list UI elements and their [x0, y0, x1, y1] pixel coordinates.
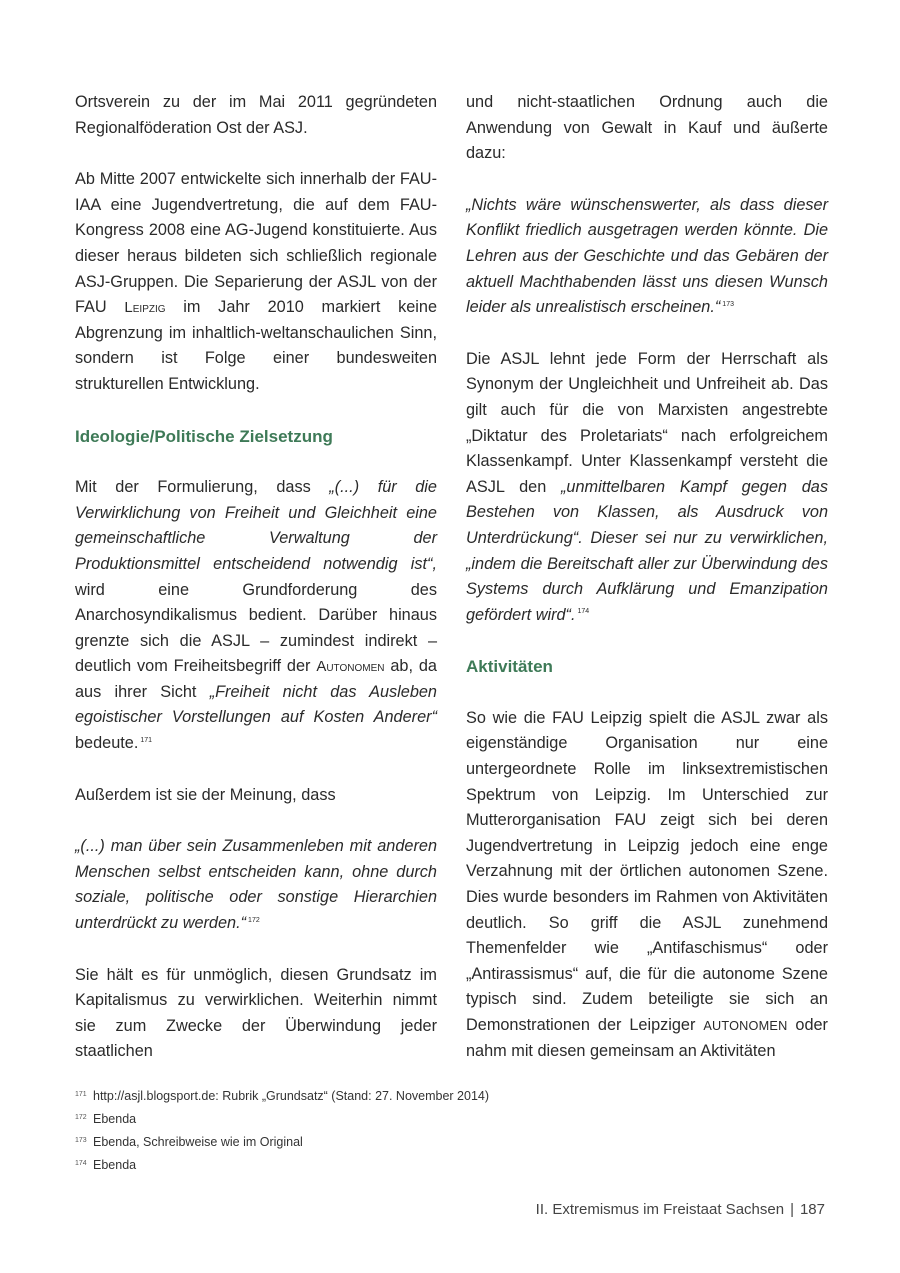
quote: „Nichts wäre wünschenswerter, als dass dieser Konflikt friedlich ausgetragen werden könnte. Die Lehren aus der Geschichte und das Gebären der aktuell Machthabenden lässt uns diesen Wunsch leider als unrealistisch erscheinen.“ — [466, 195, 828, 317]
paragraph: Sie hält es für unmöglich, diesen Grundsatz im Kapitalismus zu verwirklichen. Weiterhin nimmt sie zum Zwecke der Überwindung jeder staatlichen — [75, 965, 437, 1061]
footnote-number: 173 — [75, 1137, 87, 1144]
chapter-title: II. Extremismus im Freistaat Sachsen — [535, 1201, 785, 1218]
text: markiert keine Abgrenzung im inhaltlich-weltanschaulichen Sinn, sondern ist Folge einer bundesweiten strukturellen Entwicklung. — [75, 298, 437, 393]
footnote — [75, 1132, 835, 1155]
paragraph — [75, 475, 437, 757]
footnotes — [75, 1086, 835, 1178]
paragraph — [466, 193, 828, 321]
page-number: 187 — [799, 1201, 825, 1218]
page-footer — [536, 1197, 825, 1223]
footnote — [75, 1155, 835, 1178]
text: ab, da aus ihrer Sicht — [75, 657, 437, 701]
quote: „(...) man über sein Zusammenleben mit anderen Menschen selbst entscheiden kann, ohne durch soziale, politische oder sonstige Hierarchien unterdrückt zu werden.“ — [75, 837, 437, 933]
quote: „Freiheit nicht das Ausleben egoistischer Vorstellungen auf Kosten Anderer“ — [75, 682, 437, 727]
footnote-ref[interactable]: 173 — [722, 300, 734, 308]
text: die ASJL – zumindest indirekt – deutlich vom — [75, 631, 437, 676]
section-heading: Aktivitäten — [466, 657, 553, 677]
footnote-number: 174 — [75, 1160, 87, 1167]
quote: „(...) für die Verwirklichung von Freiheit und Gleichheit eine gemeinschaftliche Verwaltung der Produktionsmittel entscheidend notwendig ist“, — [75, 478, 437, 573]
footnote-text: Ebenda, Schreibweise wie im Original — [93, 1135, 303, 1149]
footnote-number: 172 — [75, 1114, 87, 1121]
text: wird eine Grundforderung des Anarchosyndikalismus bedient. Darüber hinaus grenzte sich — [75, 580, 437, 650]
footnote — [75, 1109, 835, 1132]
term: AUTONOMEN — [703, 1018, 788, 1033]
footer-separator: | — [790, 1201, 794, 1218]
paragraph: Ortsverein zu der im Mai 2011 gegründeten Regionalföderation Ost der ASJ. — [75, 93, 437, 137]
footnote-number: 171 — [75, 1091, 87, 1098]
text: Ab Mitte 2007 entwickelte sich innerhalb der FAU-IAA eine Jugendvertretung, die auf dem FAU-Kongress 2008 eine AG-Jugend konstituierte. Aus dieser heraus bildeten sich schließlich regionale ASJ-Gruppen. Die Separierung der ASJL von der FAU — [75, 170, 437, 317]
footnote-ref[interactable]: 174 — [577, 608, 590, 616]
paragraph — [75, 834, 437, 936]
right-column — [466, 90, 828, 1090]
paragraph — [75, 167, 437, 397]
text: im Jahr 2010 — [165, 298, 304, 317]
text: bedeute. — [75, 734, 139, 753]
text: So wie die FAU Leipzig spielt die ASJL zwar als eigenständige Organisation nur eine untergeordnete Rolle im linksextremistischen Spektrum von Leipzig. Im Unterschied zur Mutterorganisation FAU zeigt sich bei deren Jugendvertretung in Leipzig jedoch eine enge Verzahnung mit der örtlichen autonomen Szene. Dies wurde besonders im Rahmen von Aktivitäten deutlich. So griff die ASJL zunehmend Themenfelder wie „Antifaschismus“ oder „Antirassismus“ auf, die für die autonome Szene typisch sind. Zudem beteiligte sie sich an Demonstrationen der Leipziger — [466, 708, 828, 1034]
text: Mit der Formulierung, dass — [75, 478, 330, 497]
footnote — [75, 1086, 835, 1109]
section-heading: Ideologie/Politische Zielsetzung — [75, 426, 333, 446]
text: oder nahm mit diesen gemeinsam an Aktivitäten — [466, 1016, 828, 1060]
text: Die ASJL lehnt jede Form der Herrschaft als Synonym der Ungleichheit und Unfreiheit ab. Das gilt auch für die von Marxisten angestrebte „Diktatur des Proletariats“ nach erfolgreichem Klassenkampf. Unter Klassenkampf versteht die ASJL den — [466, 349, 828, 496]
paragraph: und nicht-staatlichen Ordnung auch die Anwendung von Gewalt in Kauf und äußerte dazu: — [466, 93, 828, 163]
term: Autonomen — [316, 658, 385, 676]
paragraph — [466, 706, 828, 1064]
footnote-ref[interactable]: 172 — [248, 916, 260, 924]
footnote-text: Ebenda — [93, 1158, 137, 1172]
paragraph — [466, 347, 828, 629]
text: Freiheitsbegriff der — [167, 657, 317, 676]
org-name: Leipzig — [124, 299, 166, 317]
footnote-text: Ebenda — [93, 1112, 137, 1126]
left-column — [75, 90, 437, 1091]
footnote-text: http://asjl.blogsport.de: Rubrik „Grundsatz“ (Stand: 27. November 2014) — [93, 1089, 490, 1103]
paragraph: Außerdem ist sie der Meinung, dass — [75, 785, 336, 804]
footnote-ref[interactable]: 171 — [140, 736, 153, 744]
quote: „unmittelbaren Kampf gegen das Bestehen von Klassen, als Ausdruck von Unterdrückung“. Dieser sei nur zu verwirklichen, „indem die Bereitschaft aller zur Überwindung des Systems durch Aufklärung und Emanzipation gefördert wird“. — [466, 477, 828, 624]
